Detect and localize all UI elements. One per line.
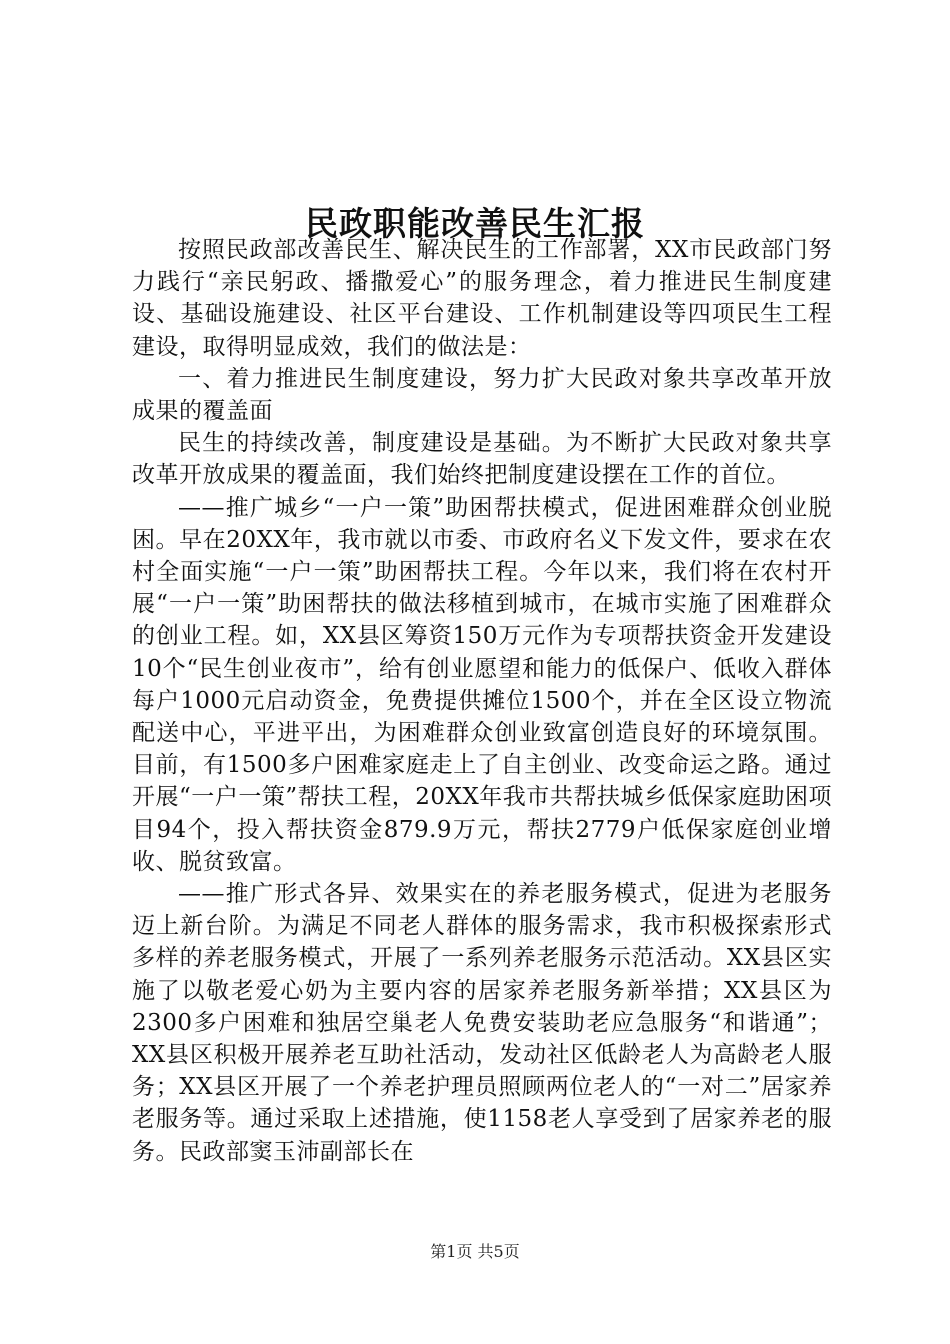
document-title: 民政职能改善民生汇报 — [305, 204, 645, 244]
page-number-footer: 第1页 共5页 — [430, 1242, 520, 1261]
document-body — [132, 234, 832, 1168]
section-heading-1: 一、着力推进民生制度建设，努力扩大民政对象共享改革开放成果的覆盖面 — [132, 365, 832, 425]
section-1-intro-paragraph: 民生的持续改善，制度建设是基础。为不断扩大民政对象共享改革开放成果的覆盖面，我们始终把制度建设摆在工作的首位。 — [132, 430, 832, 489]
elderly-services-paragraph: ——推广形式各异、效果实在的养老服务模式，促进为老服务迈上新台阶。为满足不同老人群体的服务需求，我市积极探索形式多样的养老服务模式，开展了一系列养老服务示范活动。XX县区实施了以敬老爱心奶为主要内容的居家养老服务新举措；XX县区为2300多户困难和独居空巢老人免费安装助老应急服务“和谐通”；XX县区积极开展养老互助社活动，发动社区低龄老人为高龄老人服务；XX县区开展了一个养老护理员照顾两位老人的“一对二”居家养老服务等。通过采取上述措施，使1158老人享受到了居家养老的服务。民政部窦玉沛副部长在 — [132, 881, 832, 1165]
intro-paragraph: 按照民政部改善民生、解决民生的工作部署，XX市民政部门努力践行“亲民躬政、播撒爱心”的服务理念，着力推进民生制度建设、基础设施建设、社区平台建设、工作机制建设等四项民生工程建设，取得明显成效，我们的做法是： — [132, 237, 832, 360]
poverty-assistance-paragraph: ——推广城乡“一户一策”助困帮扶模式，促进困难群众创业脱困。早在20XX年，我市就以市委、市政府名义下发文件，要求在农村全面实施“一户一策”助困帮扶工程。今年以来，我们将在农村开展“一户一策”助困帮扶的做法移植到城市，在城市实施了困难群众的创业工程。如，XX县区筹资150万元作为专项帮扶资金开发建设10个“民生创业夜市”，给有创业愿望和能力的低保户、低收入群体每户1000元启动资金，免费提供摊位1500个，并在全区设立物流配送中心，平进平出，为困难群众创业致富创造良好的环境氛围。目前，有1500多户困难家庭走上了自主创业、改变命运之路。通过开展“一户一策”帮扶工程，20XX年我市共帮扶城乡低保家庭助困项目94个，投入帮扶资金879.9万元，帮扶2779户低保家庭创业增收、脱贫致富。 — [132, 494, 832, 875]
